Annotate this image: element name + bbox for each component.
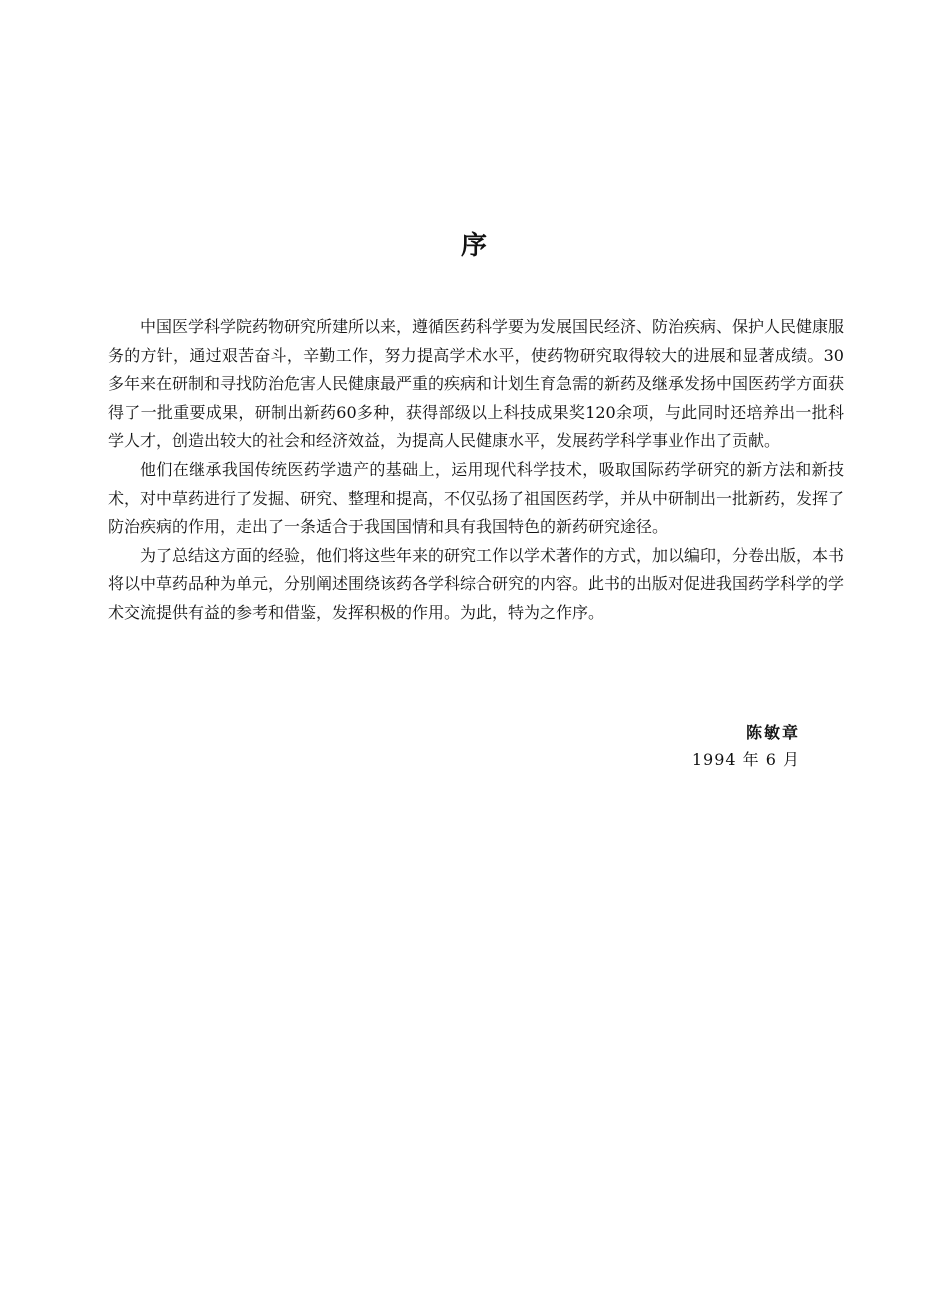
page-title: 序 [460,231,489,261]
author-signature: 陈敏章 [745,723,800,742]
preface-body [108,313,844,628]
paragraph-1: 中国医学科学院药物研究所建所以来，遵循医药科学要为发展国民经济、防治疾病、保护人民健康服务的方针，通过艰苦奋斗，辛勤工作，努力提高学术水平，使药物研究取得较大的进展和显著成绩。30多年来在研制和寻找防治危害人民健康最严重的疾病和计划生育急需的新药及继承发扬中国医药学方面获得了一批重要成果，研制出新药60多种，获得部级以上科技成果奖120余项，与此同时还培养出一批科学人才，创造出较大的社会和经济效益，为提高人民健康水平，发展药学科学事业作出了贡献。 [108,317,845,451]
paragraph-3: 为了总结这方面的经验，他们将这些年来的研究工作以学术著作的方式，加以编印，分卷出版，本书将以中草药品种为单元，分别阐述围绕该药各学科综合研究的内容。此书的出版对促进我国药学科学的学术交流提供有益的参考和借鉴，发挥积极的作用。为此，特为之作序。 [108,545,845,622]
paragraph-2: 他们在继承我国传统医药学遗产的基础上，运用现代科学技术，吸取国际药学研究的新方法和新技术，对中草药进行了发掘、研究、整理和提高，不仅弘扬了祖国医药学，并从中研制出一批新药，发挥了防治疾病的作用，走出了一条适合于我国国情和具有我国特色的新药研究途径。 [108,459,845,537]
signature-date: 1994 年 6 月 [691,750,800,769]
